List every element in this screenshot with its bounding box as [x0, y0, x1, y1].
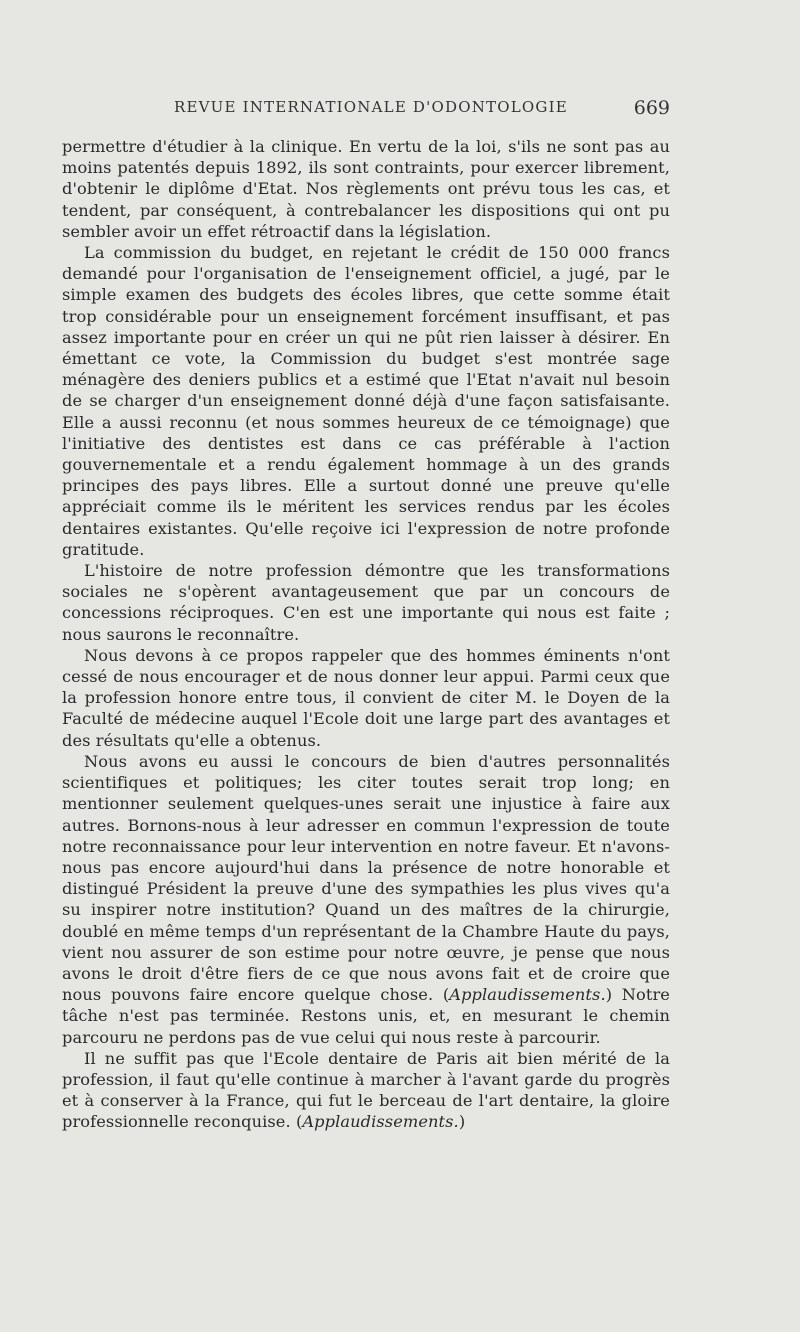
page-number: 669: [633, 97, 670, 119]
applause-note: Applaudissements.: [449, 985, 606, 1005]
paragraph-histoire: L'histoire de notre profession démontre que les transformations sociales ne s'opèrent avantageusement que par un concours de concessions réciproques. C'en est une importante qui nous est faite ; nous saurons le reconnaître.: [62, 561, 670, 644]
paragraph-hommes-eminents: Nous devons à ce propos rappeler que des hommes éminents n'ont cessé de nous encourager et de nous donner leur appui. Parmi ceux que la profession honore entre tous, il convient de citer M. le Doyen de la Faculté de médecine auquel l'Ecole doit une large part des avantages et des résultats qu'elle a obtenus.: [62, 645, 670, 750]
applause-note: Applaudissements.: [302, 1112, 459, 1132]
paragraph-text: Il ne suffit pas que l'Ecole dentaire de Paris ait bien mérité de la profession, il faut qu'elle continue à marcher à l'avant garde du progrès et à conserver à la France, qui fut le berceau de l'art dentaire, la gloire professionnelle reconquise. (: [62, 1048, 670, 1132]
page-header: [62, 98, 670, 124]
paragraph-commission-budget: La commission du budget, en rejetant le crédit de 150 000 francs demandé pour l'organisation de l'enseignement officiel, a jugé, par le simple examen des budgets des écoles libres, que cette somme était trop considérable pour un enseignement forcément insuffisant, et pas assez importante pour en créer un qui ne pût rien laisser à désirer. En émettant ce vote, la Commission du budget s'est montrée sage ménagère des deniers publics et a estimé que l'Etat n'avait nul besoin de se charger d'un enseignement donné déjà d'une façon satisfaisante. Elle a aussi reconnu (et nous sommes heureux de ce témoignage) que l'initiative des dentistes est dans ce cas préférable à l'action gouvernementale et a rendu également hommage à un des grands principes des pays libres. Elle a surtout donné une preuve qu'elle appréciait comme ils le méritent les services rendus par les écoles dentaires existantes. Qu'elle reçoive ici l'expression de notre profonde gratitude.: [62, 243, 670, 559]
paragraph-conclusion: [62, 1048, 670, 1133]
paragraph-text: ) Notre tâche n'est pas terminée. Restons unis, et, en mesurant le chemin parcouru ne perdons pas de vue celui qui nous reste à parcourir.: [62, 985, 670, 1047]
running-head: REVUE INTERNATIONALE D'ODONTOLOGIE: [174, 98, 568, 116]
body-text: [62, 136, 670, 1133]
paragraph-text: Nous avons eu aussi le concours de bien d'autres personnalités scientifiques et politiques; les citer toutes serait trop long; en mentionner seulement quelques-unes serait une injustice à faire aux autres. Bornons-nous à leur adresser en commun l'expression de toute notre reconnaissance pour leur intervention en notre faveur. Et n'avons-nous pas encore aujourd'hui dans la présence de notre honorable et distingué Président la preuve d'une des sympathies les plus vives qu'a su inspirer notre institution? Quand un des maîtres de la chirurgie, doublé en même temps d'un représentant de la Chambre Haute du pays, vient nou assurer de son estime pour notre œuvre, je pense que nous avons le droit d'être fiers de ce que nous avons fait et de croire que nous pouvons faire encore quelque chose. (: [62, 751, 670, 1005]
paragraph-text: ): [458, 1112, 466, 1132]
paragraph-personnalites: [62, 751, 670, 1048]
paragraph-continuation: permettre d'étudier à la clinique. En vertu de la loi, s'ils ne sont pas au moins patentés depuis 1892, ils sont contraints, pour exercer librement, d'obtenir le diplôme d'Etat. Nos règlements ont prévu tous les cas, et tendent, par conséquent, à contrebalancer les dispositions qui ont pu sembler avoir un effet rétroactif dans la législation.: [62, 137, 670, 241]
